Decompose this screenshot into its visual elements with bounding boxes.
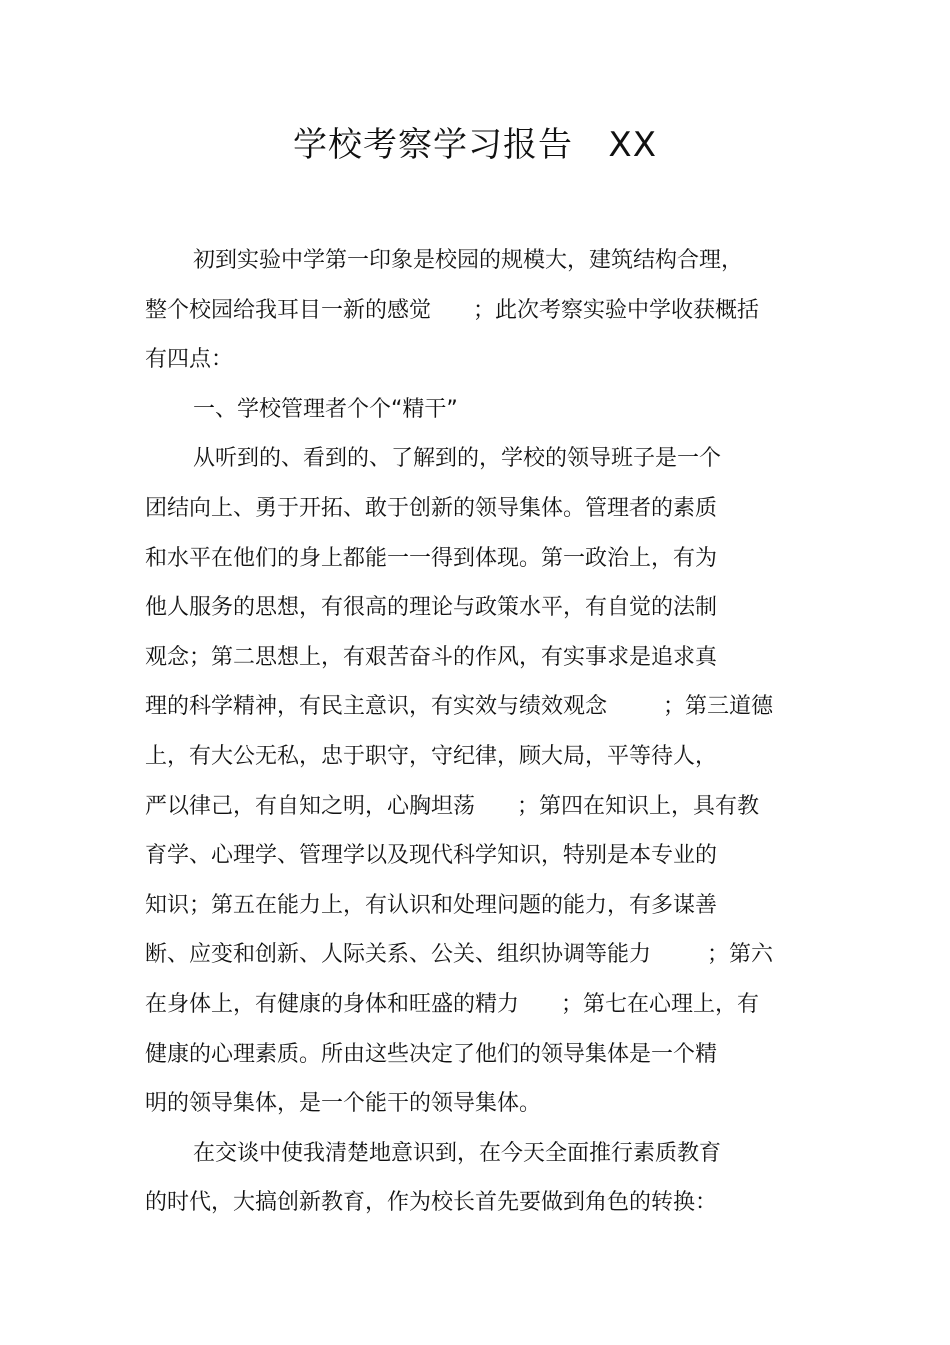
body-line-9: 观念；第二思想上，有艰苦奋斗的作风，有实事求是追求真 [145,644,718,670]
body-line-12: 严以律己，有自知之明，心胸坦荡 ；第四在知识上，具有教 [145,793,759,819]
document-body [145,236,825,1228]
document-title: 学校考察学习报告 XX [292,125,657,165]
body-line-3: 有四点： [145,347,234,373]
body-line-15: 断、应变和创新、人际关系、公关、组织协调等能力 ；第六 [145,942,773,968]
body-line-2: 整个校园给我耳目一新的感觉 ；此次考察实验中学收获概括 [145,297,759,323]
section-heading-1: 一、学校管理者个个“精干” [193,396,458,422]
body-line-10: 理的科学精神，有民主意识，有实效与绩效观念 ；第三道德 [145,694,773,720]
body-line-16: 在身体上，有健康的身体和旺盛的精力 ；第七在心理上，有 [145,991,759,1017]
body-line-1: 初到实验中学第一印象是校园的规模大，建筑结构合理， [193,248,744,273]
body-line-17: 健康的心理素质。所由这些决定了他们的领导集体是一个精 [145,1041,718,1067]
body-line-19: 在交谈中使我清楚地意识到，在今天全面推行素质教育 [193,1140,722,1166]
body-line-20: 的时代，大搞创新教育，作为校长首先要做到角色的转换： [145,1190,718,1216]
body-line-11: 上，有大公无私，忠于职守，守纪律，顾大局，平等待人， [145,743,718,769]
body-line-18: 明的领导集体，是一个能干的领导集体。 [145,1091,542,1117]
body-line-8: 他人服务的思想，有很高的理论与政策水平，有自觉的法制 [145,595,718,621]
body-line-5: 从听到的、看到的、了解到的，学校的领导班子是一个 [193,446,722,472]
body-line-7: 和水平在他们的身上都能一一得到体现。第一政治上，有为 [145,545,718,571]
body-line-13: 育学、心理学、管理学以及现代科学知识，特别是本专业的 [145,843,718,869]
body-line-6: 团结向上、勇于开拓、敢于创新的领导集体。管理者的素质 [145,495,718,521]
body-line-14: 知识；第五在能力上，有认识和处理问题的能力，有多谋善 [145,892,718,918]
